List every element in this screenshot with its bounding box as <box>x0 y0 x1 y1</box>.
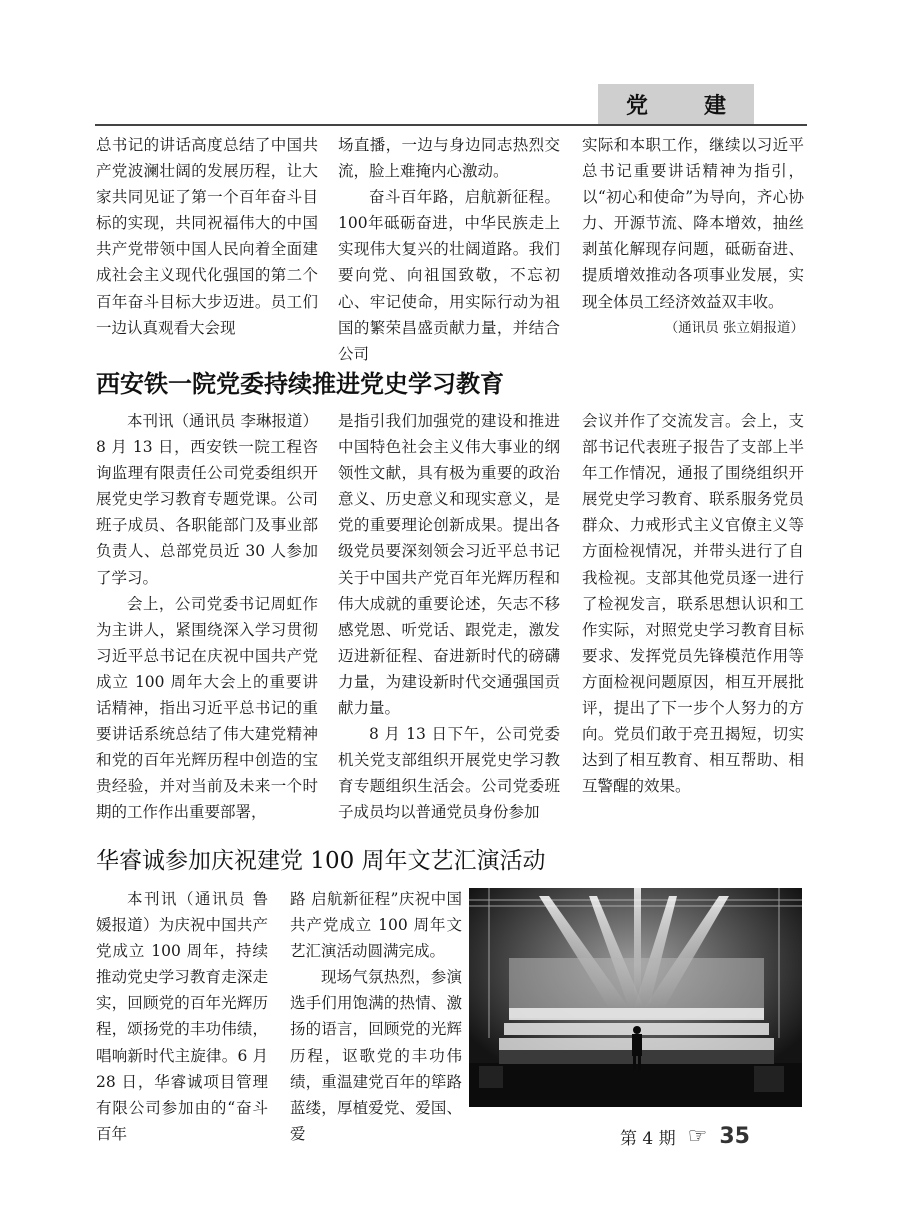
article1-col1-p2: 会上，公司党委书记周虹作为主讲人，紧围绕深入学习贯彻习近平总书记在庆祝中国共产党成立 100 周年大会上的重要讲话精神，指出习近平总书记的重要讲话系统总结了伟大建党精神和党的百年光辉历程中创造的宝贵经验，并对当前及未来一个时期的工作作出重要部署， <box>96 594 318 822</box>
page-footer <box>620 1124 750 1149</box>
article1-col2-p1: 是指引我们加强党的建设和推进中国特色社会主义伟大事业的纲领性文献，具有极为重要的政治意义、历史意义和现实意义，是党的重要理论创新成果。提出各级党员要深刻领会习近平总书记关于中国共产党百年光辉历程和伟大成就的重要论述，矢志不移感党恩、听党话、跟党走，激发迈进新征程、奋进新时代的磅礴力量，为建设新时代交通强国贡献力量。 <box>338 412 560 718</box>
performance-photo-drawing <box>469 888 802 1107</box>
article0-byline: （通讯员 张立娟报道） <box>664 319 804 336</box>
article1-col2 <box>338 408 560 826</box>
article2-col2-p2: 现场气氛热烈，参演选手们用饱满的热情、激扬的语言，回顾党的光辉历程，讴歌党的丰功伟绩，重温建党百年的筚路蓝缕，厚植爱党、爱国、爱 <box>290 968 462 1143</box>
article0-col1 <box>96 132 318 341</box>
section-label-a: 党 <box>625 93 648 119</box>
header-rule <box>95 124 807 126</box>
article2-col2 <box>290 886 462 1147</box>
article1-col1 <box>96 408 318 826</box>
article0-col3-text: 实际和本职工作，继续以习近平总书记重要讲话精神为指引，以“初心和使命”为导向，齐心协力、开源节流、降本增效，抽丝剥茧化解现存问题，砥砺奋进、提质增效推动各项事业发展，实现全体员工经济效益双丰收。 <box>582 136 804 311</box>
section-label-b: 建 <box>703 93 726 119</box>
section-tab <box>598 84 754 124</box>
article1-col2-p2: 8 月 13 日下午，公司党委机关党支部组织开展党史学习教育专题组织生活会。公司党委班子成员均以普通党员身份参加 <box>338 725 560 822</box>
article0-col1-text: 总书记的讲话高度总结了中国共产党波澜壮阔的发展历程，让大家共同见证了第一个百年奋斗目标的实现，共同祝福伟大的中国共产党带领中国人民向着全面建成社会主义现代化强国的第二个百年奋斗目标大步迈进。员工们一边认真观看大会现 <box>96 136 318 337</box>
article2-col1 <box>96 886 268 1147</box>
pointing-hand-icon: ☞ <box>687 1124 708 1149</box>
article0-col2 <box>338 132 560 367</box>
article2-headline: 华睿诚参加庆祝建党 100 周年文艺汇演活动 <box>96 848 546 874</box>
article0-col3 <box>582 132 804 341</box>
performance-photo <box>469 888 802 1107</box>
article1-col3-text: 会议并作了交流发言。会上，支部书记代表班子报告了支部上半年工作情况，通报了围绕组织开展党史学习教育、联系服务党员群众、力戒形式主义官僚主义等方面检视情况，并带头进行了自我检视。支部其他党员逐一进行了检视发言，联系思想认识和工作实际，对照党史学习教育目标要求、发挥党员先锋模范作用等方面检视问题原因，相互开展批评，提出了下一步个人努力的方向。党员们敢于亮丑揭短，切实达到了相互教育、相互帮助、相互警醒的效果。 <box>582 412 804 796</box>
article1-col1-p1: 本刊讯（通讯员 李琳报道）8 月 13 日，西安铁一院工程咨询监理有限责任公司党委组织开展党史学习教育专题党课。公司班子成员、各职能部门及事业部负责人、总部党员近 30 人参加了学习。 <box>96 412 318 587</box>
article0-col2-p2: 奋斗百年路，启航新征程。100年砥砺奋进，中华民族走上实现伟大复兴的壮阔道路。我们要向党、向祖国致敬，不忘初心、牢记使命，用实际行动为祖国的繁荣昌盛贡献力量，并结合公司 <box>338 188 560 363</box>
page-number: 35 <box>719 1124 750 1149</box>
article1-headline: 西安铁一院党委持续推进党史学习教育 <box>96 370 504 398</box>
article1-col3 <box>582 408 804 799</box>
article2-col1-text: 本刊讯（通讯员 鲁媛报道）为庆祝中国共产党成立 100 周年，持续推动党史学习教育走深走实，回顾党的百年光辉历程，颂扬党的丰功伟绩，唱响新时代主旋律。6 月 28 日，华睿诚项目管理有限公司参加由的“奋斗百年 <box>96 890 268 1143</box>
article0-col2-p1: 场直播，一边与身边同志热烈交流，脸上难掩内心激动。 <box>338 136 560 181</box>
issue-label: 第 4 期 <box>620 1129 676 1149</box>
article2-col2-p1: 路 启航新征程”庆祝中国共产党成立 100 周年文艺汇演活动圆满完成。 <box>290 890 462 961</box>
